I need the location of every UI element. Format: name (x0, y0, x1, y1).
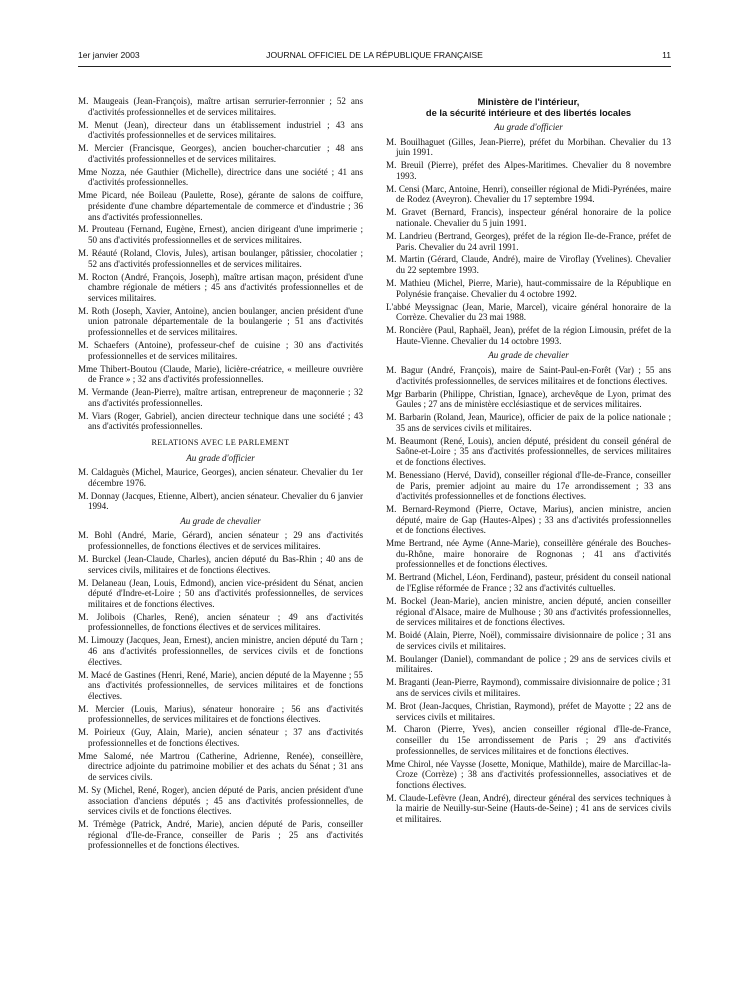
entries-group (78, 96, 363, 432)
header-rule (78, 66, 671, 67)
ministry-line: Ministère de l'intérieur, (477, 96, 580, 107)
entry-item: M. Landrieu (Bertrand, Georges), préfet de la région Ile-de-France, préfet de Paris. Chevalier du 24 avril 1991. (386, 230, 671, 252)
page-number: 11 (662, 50, 671, 60)
entry-item: M. Trémège (Patrick, André, Marie), ancien député de Paris, conseiller régional d'Ile-de-France, conseiller de Paris ; 25 ans d'activités professionnelles et de fonctions électives. (78, 819, 363, 851)
entry-item: M. Réauté (Roland, Clovis, Jules), artisan boulanger, pâtissier, chocolatier ; 52 ans d'activités professionnelles et de services militaires. (78, 248, 363, 269)
entry-item: M. Roncière (Paul, Raphaël, Jean), préfet de la région Limousin, préfet de la Haute-Vienne. Chevalier du 14 octobre 1993. (386, 325, 671, 346)
header-date: 1er janvier 2003 (78, 50, 140, 60)
entry-item: M. Censi (Marc, Antoine, Henri), conseiller régional de Midi-Pyrénées, maire de Rodez (Aveyron). Chevalier du 17 septembre 1994. (386, 183, 671, 205)
entry-item: M. Delaneau (Jean, Louis, Edmond), ancien vice-président du Sénat, ancien député d'Indre-et-Loire ; 50 ans d'activités professionnelles, de services militaires et de fonctions électives. (78, 577, 363, 609)
entry-item: M. Charon (Pierre, Yves), ancien conseiller régional d'Ile-de-France, conseiller du 15e arrondissement de Paris ; 29 ans d'activités professionnelles, de services militaires et de fonctions électives. (386, 724, 671, 756)
entry-item: M. Mercier (Francisque, Georges), ancien boucher-charcutier ; 48 ans d'activités professionnelles et de services militaires. (78, 143, 363, 164)
entry-item: M. Claude-Lefèvre (Jean, André), directeur général des services techniques à la mairie de Neuilly-sur-Seine (Hauts-de-Seine) ; 41 ans de services civils et militaires. (386, 792, 671, 825)
entry-item: Mme Nozza, née Gauthier (Michelle), directrice dans une société ; 41 ans d'activités professionnelles. (78, 166, 363, 188)
entry-item: M. Schaefers (Antoine), professeur-chef de cuisine ; 30 ans d'activités professionnelles et de services militaires. (78, 339, 363, 361)
entry-item: M. Brot (Jean-Jacques, Christian, Raymond), préfet de Mayotte ; 22 ans de services civils et militaires. (386, 700, 671, 722)
entry-item: M. Beaumont (René, Louis), ancien député, président du conseil général de Saône-et-Loire ; 35 ans d'activités professionnelles, de services militaires et de fonctions électives. (386, 435, 671, 467)
entry-item: M. Prouteau (Fernand, Eugène, Ernest), ancien dirigeant d'une imprimerie ; 50 ans d'activités professionnelles et de services militaires. (78, 224, 363, 246)
entry-item: M. Bouilhaguet (Gilles, Jean-Pierre), préfet du Morbihan. Chevalier du 13 juin 1991. (386, 136, 671, 158)
entry-item: M. Mathieu (Michel, Pierre, Marie), haut-commissaire de la République en Polynésie française. Chevalier du 4 octobre 1992. (386, 278, 671, 299)
page-header (78, 50, 671, 64)
ministry-line: de la sécurité intérieure et des libertés locales (425, 107, 632, 118)
grade-heading: Au grade d'officier (186, 452, 255, 463)
grade-heading: Au grade d'officier (494, 122, 563, 132)
section-title: RELATIONS AVEC LE PARLEMENT (151, 437, 290, 447)
entry-item: M. Bernard-Reymond (Pierre, Octave, Marius), ancien ministre, ancien député, maire de Gap (Hautes-Alpes) ; 33 ans d'activités professionnelles et de fonctions électives. (386, 504, 671, 536)
entry-item: M. Menut (Jean), directeur dans un établissement industriel ; 43 ans d'activités professionnelles et de services militaires. (78, 119, 363, 141)
entry-item: Mme Thibert-Boutou (Claude, Marie), licière-créatrice, « meilleure ouvrière de France » ; 32 ans d'activités professionnelles. (78, 363, 363, 385)
entry-item: M. Donnay (Jacques, Etienne, Albert), ancien sénateur. Chevalier du 6 janvier 1994. (78, 490, 363, 512)
entry-item: M. Mercier (Louis, Marius), sénateur honoraire ; 56 ans d'activités professionnelles, de services militaires et de fonctions électives. (78, 703, 363, 725)
entry-item: M. Burckel (Jean-Claude, Charles), ancien député du Bas-Rhin ; 40 ans de services civils, militaires et de fonctions électives. (78, 554, 363, 575)
left-column (78, 96, 363, 853)
entry-item: M. Limouzy (Jacques, Jean, Ernest), ancien ministre, ancien député du Tarn ; 46 ans d'activités professionnelles, de services civils et de fonctions électives. (78, 635, 363, 667)
entry-item: Mme Salomé, née Martrou (Catherine, Adrienne, Renée), conseillère, directrice adjointe du patrimoine mobilier et des achats du Sénat ; 31 ans de services civils. (78, 750, 363, 783)
entry-item: M. Roth (Joseph, Xavier, Antoine), ancien boulanger, ancien président d'une union patronale départementale de la boulangerie ; 51 ans d'activités professionnelles et de services militaires. (78, 305, 363, 337)
entry-item: M. Jolibois (Charles, René), ancien sénateur ; 49 ans d'activités professionnelles, de fonctions électives et de services militaires. (78, 611, 363, 633)
entry-item: M. Boulanger (Daniel), commandant de police ; 29 ans de services civils et militaires. (386, 653, 671, 675)
entry-item: M. Boidé (Alain, Pierre, Noël), commissaire divisionnaire de police ; 31 ans de services civils et militaires. (386, 630, 671, 651)
entry-item: M. Maugeais (Jean-François), maître artisan serrurier-ferronnier ; 52 ans d'activités professionnelles et de services militaires. (78, 96, 363, 117)
entry-item: M. Bertrand (Michel, Léon, Ferdinand), pasteur, président du conseil national de l'Eglise réformée de France ; 32 ans d'activités cultuelles. (386, 572, 671, 594)
entry-item: L'abbé Meyssignac (Jean, Marie, Marcel), vicaire général honoraire de la Corrèze. Chevalier du 23 mai 1988. (386, 301, 671, 323)
grade-heading: Au grade de chevalier (180, 515, 261, 526)
entry-item: Mme Picard, née Boileau (Paulette, Rose), gérante de salons de coiffure, présidente d'une chambre départementale de commerce et d'industrie ; 36 ans d'activités professionnelles. (78, 190, 363, 222)
header-title: JOURNAL OFFICIEL DE LA RÉPUBLIQUE FRANÇAISE (266, 50, 483, 60)
entry-item: M. Barbarin (Roland, Jean, Maurice), officier de paix de la police nationale ; 35 ans de services civils et militaires. (386, 412, 671, 433)
entry-item: M. Vermande (Jean-Pierre), maître artisan, entrepreneur de maçonnerie ; 32 ans d'activités professionnelles. (78, 387, 363, 408)
entry-item: M. Rocton (André, François, Joseph), maître artisan maçon, président d'une chambre régionale de métiers ; 45 ans d'activités professionnelles et de services militaires. (78, 271, 363, 303)
entry-item: Mgr Barbarin (Philippe, Christian, Ignace), archevêque de Lyon, primat des Gaules ; 27 ans de ministère ecclésiastique et de services militaires. (386, 388, 671, 410)
entry-item: M. Sy (Michel, René, Roger), ancien député de Paris, ancien président d'une association d'anciens députés ; 45 ans d'activités professionnelles, de services civils et de fonctions électives. (78, 785, 363, 817)
entry-item: Mme Chirol, née Vaysse (Josette, Monique, Mathilde), maire de Marcillac-la-Croze (Corrèze) ; 38 ans d'activités professionnelles, associatives et de fonctions électives. (386, 758, 671, 790)
entry-item: M. Bockel (Jean-Marie), ancien ministre, ancien député, ancien conseiller régional d'Alsace, maire de Mulhouse ; 30 ans d'activités professionnelles, de services militaires et de fonctions électives. (386, 596, 671, 628)
entry-item: M. Macé de Gastines (Henri, René, Marie), ancien député de la Mayenne ; 55 ans d'activités professionnelles, de services militaires et de fonctions électives. (78, 669, 363, 701)
ministry-heading (386, 96, 671, 118)
entry-item: M. Bagur (André, François), maire de Saint-Paul-en-Forêt (Var) ; 55 ans d'activités professionnelles, de services militaires et de fonctions électives. (386, 365, 671, 386)
entry-item: M. Caldaguès (Michel, Maurice, Georges), ancien sénateur. Chevalier du 1er décembre 1976. (78, 467, 363, 488)
entry-item: M. Benessiano (Hervé, David), conseiller régional d'Ile-de-France, conseiller de Paris, premier adjoint au maire du 17e arrondissement ; 33 ans d'activités professionnelles et de fonctions électives. (386, 469, 671, 502)
entries-group (78, 467, 363, 512)
right-column (386, 96, 671, 827)
entry-item: M. Braganti (Jean-Pierre, Raymond), commissaire divisionnaire de police ; 31 ans de services civils et militaires. (386, 677, 671, 698)
entry-item: M. Viars (Roger, Gabriel), ancien directeur technique dans une société ; 43 ans d'activités professionnelles. (78, 410, 363, 432)
entries-group (78, 530, 363, 851)
entry-item: Mme Bertrand, née Ayme (Anne-Marie), conseillère générale des Bouches-du-Rhône, maire honoraire de Rognonas ; 41 ans d'activités professionnelles et de fonctions électives. (386, 538, 671, 570)
entry-item: M. Bohl (André, Marie, Gérard), ancien sénateur ; 29 ans d'activités professionnelles, de fonctions électives et de services militaires. (78, 530, 363, 552)
entries-group (386, 137, 671, 347)
entry-item: M. Poirieux (Guy, Alain, Marie), ancien sénateur ; 37 ans d'activités professionnelles et de fonctions électives. (78, 727, 363, 748)
entry-item: M. Breuil (Pierre), préfet des Alpes-Maritimes. Chevalier du 8 novembre 1993. (386, 160, 671, 181)
entries-group (386, 365, 671, 825)
grade-heading: Au grade de chevalier (488, 350, 569, 361)
entry-item: M. Gravet (Bernard, Francis), inspecteur général honoraire de la police nationale. Chevalier du 5 juin 1991. (386, 207, 671, 228)
entry-item: M. Martin (Gérard, Claude, André), maire de Viroflay (Yvelines). Chevalier du 22 septembre 1993. (386, 254, 671, 276)
